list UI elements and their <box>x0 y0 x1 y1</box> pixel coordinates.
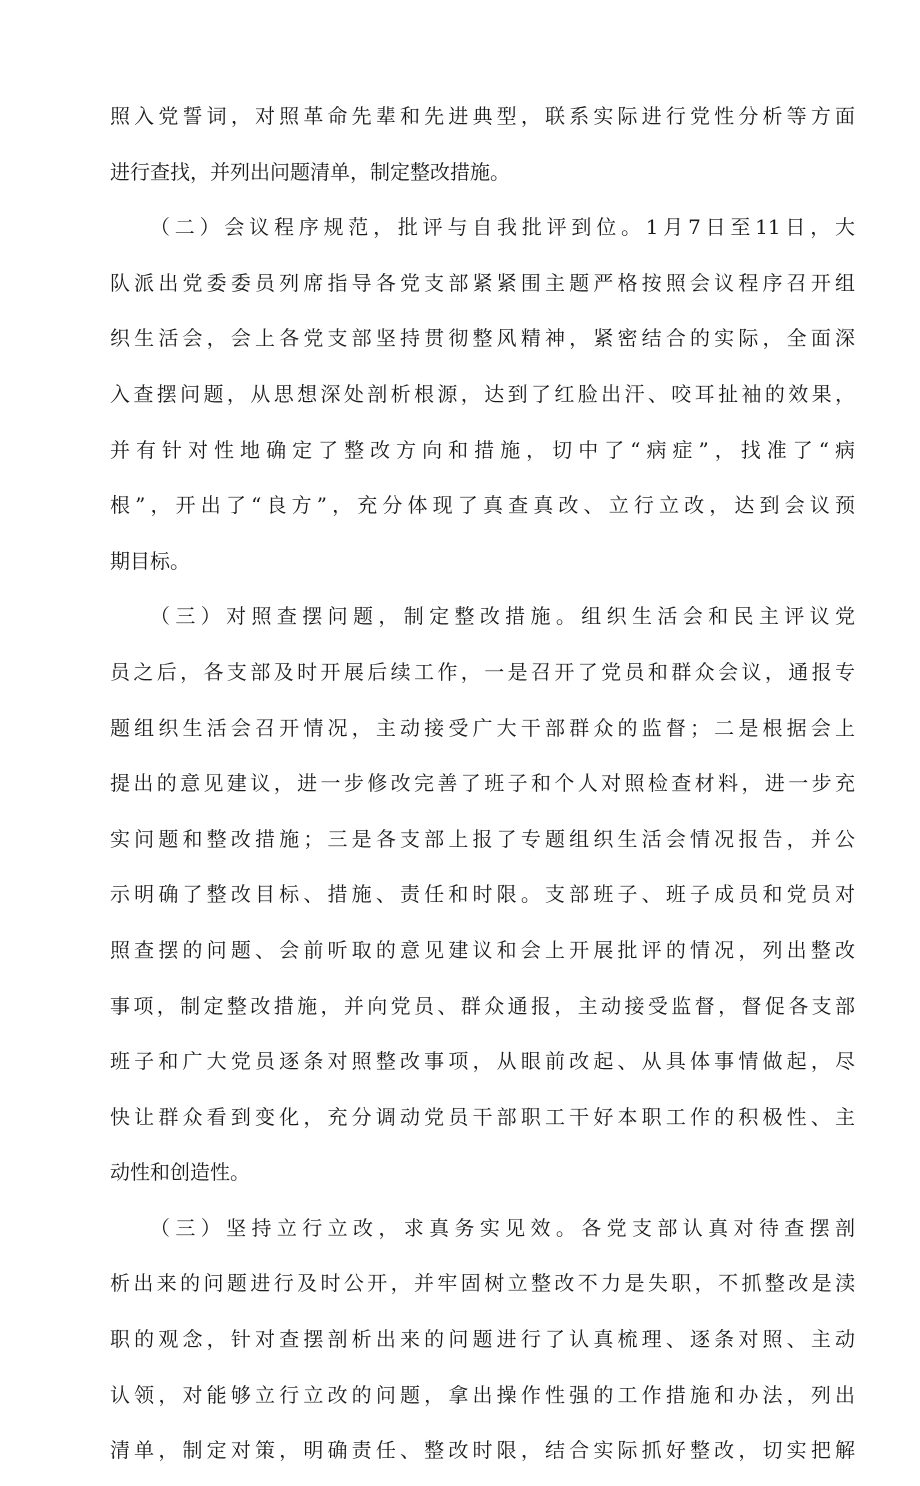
text-line: 根”，开出了“良方”，充分体现了真查真改、立行立改，达到会议预 <box>110 493 855 518</box>
text-line: 析出来的问题进行及时公开，并牢固树立整改不力是失职，不抓整改是渎 <box>110 1271 855 1296</box>
text-line: 照查摆的问题、会前听取的意见建议和会上开展批评的情况，列出整改 <box>110 937 855 962</box>
text-line: 认领，对能够立行立改的问题，拿出操作性强的工作措施和办法，列出 <box>110 1382 855 1407</box>
text-line: 清单，制定对策，明确责任、整改时限，结合实际抓好整改，切实把解 <box>110 1438 855 1463</box>
text-line: 员之后，各支部及时开展后续工作，一是召开了党员和群众会议，通报专 <box>110 659 855 684</box>
text-line: 班子和广大党员逐条对照整改事项，从眼前改起、从具体事情做起，尽 <box>110 1049 855 1074</box>
text-line: 入查摆问题，从思想深处剖析根源，达到了红脸出汗、咬耳扯袖的效果， <box>110 381 855 406</box>
paragraph-heading-line: （三）对照查摆问题，制定整改措施。组织生活会和民主评议党 <box>150 604 855 629</box>
text-line: 队派出党委委员列席指导各党支部紧紧围主题严格按照会议程序召开组 <box>110 270 855 295</box>
text-line: 事项，制定整改措施，并向党员、群众通报，主动接受监督，督促各支部 <box>110 993 855 1018</box>
text-line: 照入党誓词，对照革命先辈和先进典型，联系实际进行党性分析等方面 <box>110 104 855 128</box>
text-line: 快让群众看到变化，充分调动党员干部职工干好本职工作的积极性、主 <box>110 1104 855 1129</box>
text-line: 织生活会，会上各党支部坚持贯彻整风精神，紧密结合的实际，全面深 <box>110 326 855 351</box>
text-line: 动性和创造性。 <box>110 1160 250 1185</box>
text-line: 进行查找，并列出问题清单，制定整改措施。 <box>110 159 510 184</box>
paragraph-heading-line: （二）会议程序规范，批评与自我批评到位。1月7日至11日，大 <box>150 215 855 240</box>
text-line: 并有针对性地确定了整改方向和措施，切中了“病症”，找准了“病 <box>110 437 855 462</box>
text-line: 实问题和整改措施；三是各支部上报了专题组织生活会情况报告，并公 <box>110 826 855 851</box>
body-text <box>110 96 855 1486</box>
text-line: 题组织生活会召开情况，主动接受广大干部群众的监督；二是根据会上 <box>110 715 855 740</box>
text-line: 示明确了整改目标、措施、责任和时限。支部班子、班子成员和党员对 <box>110 882 855 907</box>
text-line: 提出的意见建议，进一步修改完善了班子和个人对照检查材料，进一步充 <box>110 771 855 796</box>
text-line: 期目标。 <box>110 548 190 573</box>
text-line: 职的观念，针对查摆剖析出来的问题进行了认真梳理、逐条对照、主动 <box>110 1327 855 1352</box>
paragraph-heading-line: （三）坚持立行立改，求真务实见效。各党支部认真对待查摆剖 <box>150 1215 855 1240</box>
